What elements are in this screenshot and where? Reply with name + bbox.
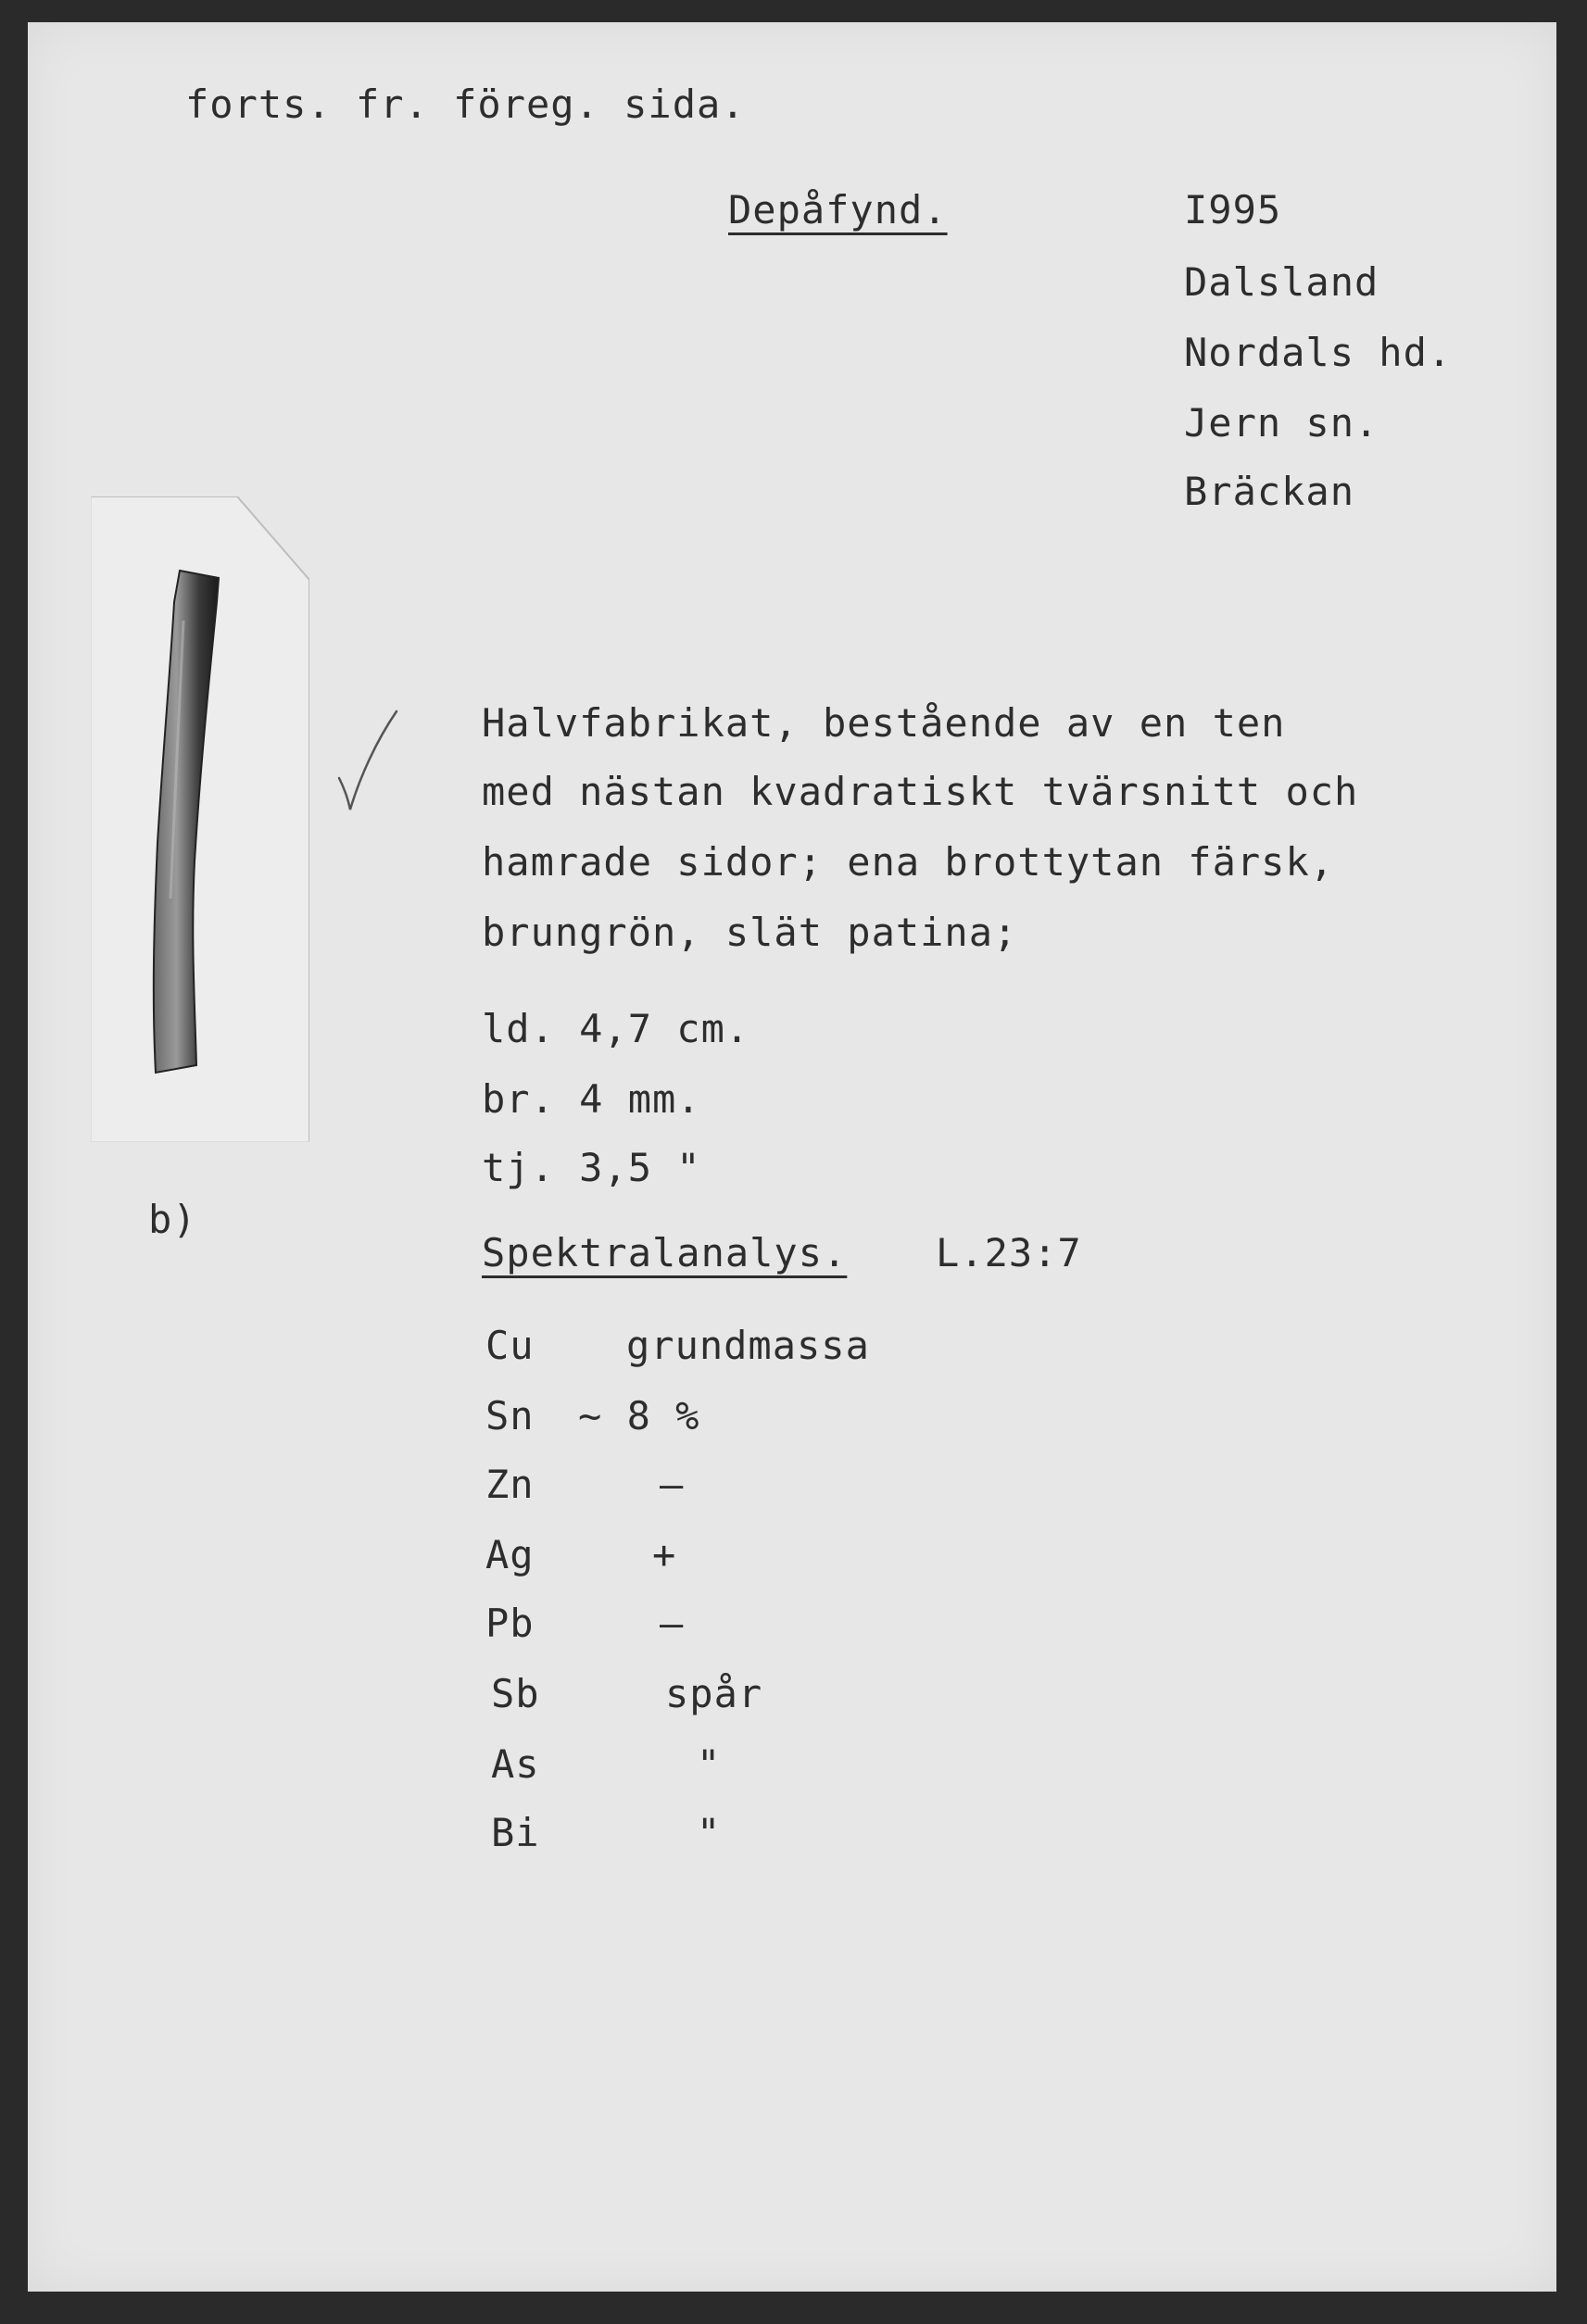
element-value: ~ 8 %: [578, 1393, 700, 1438]
description-line: hamrade sidor; ena brottytan färsk,: [482, 839, 1335, 885]
continued-note: forts. fr. föreg. sida.: [185, 82, 746, 127]
figure-label: b): [148, 1197, 197, 1242]
element-value: ": [697, 1741, 722, 1787]
element-symbol: Ag: [485, 1532, 535, 1577]
measurement-length: ld. 4,7 cm.: [482, 1006, 750, 1051]
element-symbol: Cu: [485, 1323, 535, 1368]
element-value: grundmassa: [626, 1323, 870, 1368]
element-symbol: Pb: [485, 1601, 535, 1646]
description-line: med nästan kvadratiskt tvärsnitt och: [482, 769, 1359, 814]
description-line: Halvfabrikat, bestående av en ten: [482, 700, 1286, 746]
location-district: Nordals hd.: [1184, 330, 1453, 375]
element-value: +: [652, 1532, 677, 1577]
element-symbol: Zn: [485, 1462, 535, 1507]
element-value: —: [660, 1601, 685, 1646]
find-type: Depåfynd.: [728, 187, 948, 232]
element-value: spår: [665, 1671, 763, 1716]
measurement-width: br. 4 mm.: [482, 1076, 701, 1122]
location-parish: Jern sn.: [1184, 400, 1379, 446]
element-symbol: Bi: [491, 1810, 540, 1855]
element-symbol: As: [491, 1741, 540, 1787]
element-symbol: Sn: [485, 1393, 535, 1438]
location-site: Bräckan: [1184, 469, 1355, 514]
bronze-bar-icon: [139, 565, 232, 1084]
analysis-ref: L.23:7: [936, 1230, 1082, 1275]
measurement-thickness: tj. 3,5 ": [482, 1145, 701, 1190]
description-line: brungrön, slät patina;: [482, 910, 1018, 955]
check-icon: [335, 704, 400, 815]
element-value: —: [660, 1462, 685, 1507]
analysis-title: Spektralanalys.: [482, 1230, 848, 1275]
element-value: ": [697, 1810, 722, 1855]
find-number: I995: [1184, 187, 1282, 232]
element-symbol: Sb: [491, 1671, 540, 1716]
location-province: Dalsland: [1184, 259, 1379, 305]
